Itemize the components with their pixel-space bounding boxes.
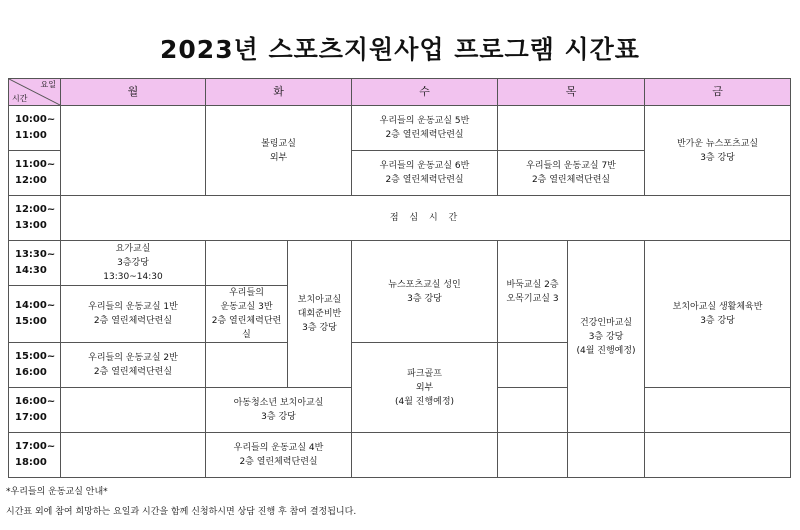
corner-day-label: 요일 — [40, 80, 56, 89]
lunch-cell: 점 심 시 간 — [61, 196, 791, 241]
time-cell: 11:00~ 12:00 — [9, 151, 61, 196]
program-cell-class2: 우리들의 운동교실 2반 2층 열린체력단련실 — [61, 343, 206, 388]
day-header-tue: 화 — [206, 79, 352, 106]
program-cell-newsports-adult: 뉴스포츠교실 성인 3층 강당 — [352, 241, 498, 343]
corner-time-label: 시간 — [12, 94, 28, 103]
program-cell-bowling: 볼링교실 외부 — [206, 106, 352, 196]
empty-cell — [352, 433, 498, 478]
notes — [6, 482, 356, 522]
program-cell-newsports: 반가운 뉴스포츠교실 3층 강당 — [645, 106, 791, 196]
program-cell-health: 건강인마교실 3층 강당 (4월 진행예정) — [568, 241, 645, 433]
time-row — [9, 106, 791, 151]
header-row — [9, 79, 791, 106]
timetable — [8, 78, 791, 478]
time-cell: 17:00~ 18:00 — [9, 433, 61, 478]
program-cell-class7: 우리들의 운동교실 7반 2층 열린체력단련실 — [498, 151, 645, 196]
empty-cell — [645, 433, 791, 478]
program-cell-baduk: 바둑교실 2층 오목기교실 3 — [498, 241, 568, 343]
program-cell-class5: 우리들의 운동교실 5반 2층 열린체력단련실 — [352, 106, 498, 151]
empty-cell — [498, 433, 568, 478]
empty-cell — [498, 343, 568, 388]
empty-cell — [206, 343, 288, 388]
program-cell-parkgolf: 파크골프 외부 (4월 진행예정) — [352, 343, 498, 433]
program-cell-class1: 우리들의 운동교실 1반 2층 열린체력단련실 — [61, 286, 206, 343]
time-row — [9, 241, 791, 286]
program-cell-boccia-competition: 보치아교실 대회준비반 3층 강당 — [288, 241, 352, 388]
note-text: 시간표 외에 참여 희망하는 요일과 시간을 함께 신청하시면 상담 진행 후 참여 결정됩니다. — [6, 507, 357, 517]
empty-cell — [498, 106, 645, 151]
time-cell: 15:00~ 16:00 — [9, 343, 61, 388]
time-row — [9, 433, 791, 478]
time-cell: 14:00~ 15:00 — [9, 286, 61, 343]
time-cell: 16:00~ 17:00 — [9, 388, 61, 433]
time-row — [9, 196, 791, 241]
program-cell-class3: 우리들의 운동교실 3반 2층 열린체력단련실 — [206, 286, 288, 343]
note-title: *우리들의 운동교실 안내* — [6, 487, 108, 497]
program-cell-class4: 우리들의 운동교실 4반 2층 열린체력단련실 — [206, 433, 352, 478]
program-cell-yoga: 요가교실 3층강당 13:30~14:30 — [61, 241, 206, 286]
corner-cell — [9, 79, 61, 106]
time-cell: 13:30~ 14:30 — [9, 241, 61, 286]
page-title: 2023년 스포츠지원사업 프로그램 시간표 — [160, 35, 640, 64]
empty-cell — [61, 388, 206, 433]
day-header-mon: 월 — [61, 79, 206, 106]
day-header-fri: 금 — [645, 79, 791, 106]
day-header-thu: 목 — [498, 79, 645, 106]
empty-cell — [645, 388, 791, 433]
empty-cell — [61, 106, 206, 196]
program-cell-boccia-life: 보치아교실 생활체육반 3층 강당 — [645, 241, 791, 388]
empty-cell — [206, 241, 288, 286]
time-cell: 12:00~ 13:00 — [9, 196, 61, 241]
program-cell-class6: 우리들의 운동교실 6반 2층 열린체력단련실 — [352, 151, 498, 196]
time-cell: 10:00~ 11:00 — [9, 106, 61, 151]
day-header-wed: 수 — [352, 79, 498, 106]
empty-cell — [61, 433, 206, 478]
empty-cell — [568, 433, 645, 478]
program-cell-youth-boccia: 아동청소년 보치아교실 3층 강당 — [206, 388, 352, 433]
empty-cell — [498, 388, 568, 433]
